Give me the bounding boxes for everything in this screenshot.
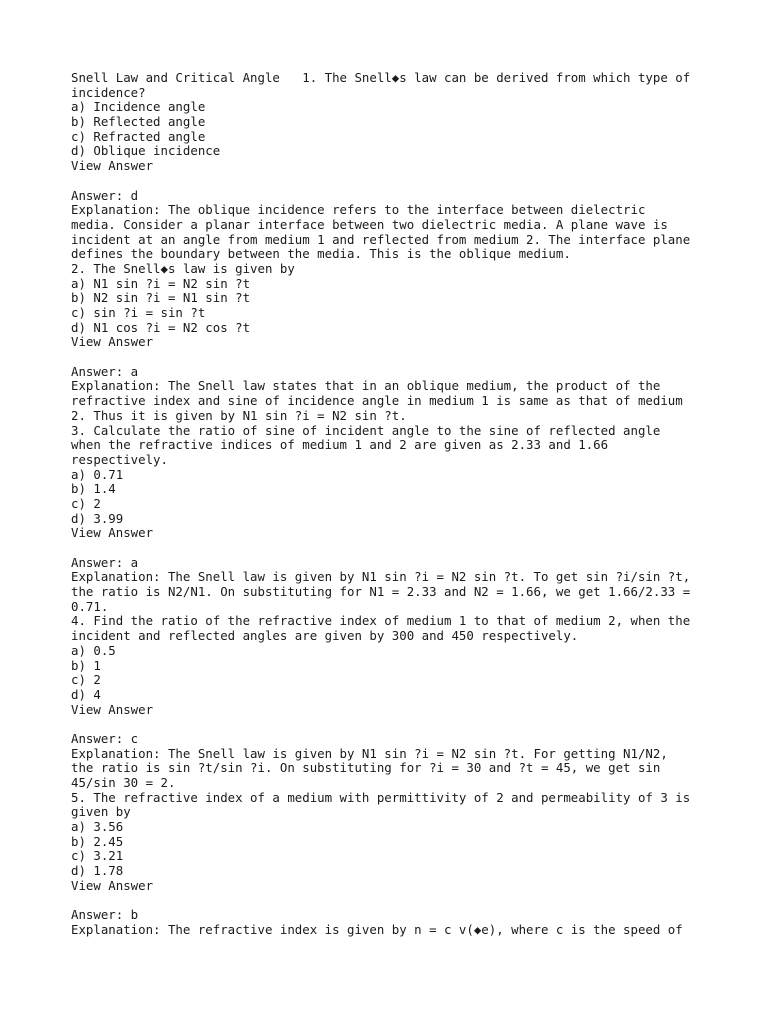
- text-line: b) 1: [71, 657, 101, 673]
- text-line: incident and reflected angles are given by 300 and 450 respectively.: [71, 628, 579, 644]
- text-line: a) 0.71: [71, 466, 124, 482]
- view-answer-link[interactable]: View Answer: [71, 525, 154, 541]
- text-line: Answer: d: [71, 187, 139, 203]
- view-answer-link[interactable]: View Answer: [71, 334, 154, 350]
- document-page: [71, 71, 721, 938]
- text-line: 2. The Snell◆s law is given by: [71, 260, 295, 276]
- text-line: incidence?: [71, 84, 146, 100]
- text-line: b) N2 sin ?i = N1 sin ?t: [71, 290, 251, 306]
- text-line: d) 4: [71, 686, 101, 702]
- text-line: b) 2.45: [71, 833, 124, 849]
- text-line: c) Refracted angle: [71, 128, 206, 144]
- text-line: 4. Find the ratio of the refractive index of medium 1 to that of medium 2, when the: [71, 613, 691, 629]
- text-line: Explanation: The refractive index is given by n = c v(◆e), where c is the speed of: [71, 921, 683, 937]
- view-answer-link[interactable]: View Answer: [71, 877, 154, 893]
- view-answer-link[interactable]: View Answer: [71, 158, 154, 174]
- text-line: Answer: a: [71, 363, 139, 379]
- text-line: respectively.: [71, 451, 168, 467]
- text-line: Answer: a: [71, 554, 139, 570]
- text-line: the ratio is N2/N1. On substituting for N1 = 2.33 and N2 = 1.66, we get 1.66/2.33 =: [71, 584, 691, 600]
- text-line: the ratio is sin ?t/sin ?i. On substituting for ?i = 30 and ?t = 45, we get sin: [71, 760, 661, 776]
- text-line: when the refractive indices of medium 1 and 2 are given as 2.33 and 1.66: [71, 437, 609, 453]
- text-line: 5. The refractive index of a medium with permittivity of 2 and permeability of 3 is: [71, 789, 691, 805]
- text-line: d) N1 cos ?i = N2 cos ?t: [71, 319, 251, 335]
- blank-line: [71, 541, 721, 556]
- text-line: b) 1.4: [71, 481, 116, 497]
- text-line: a) 3.56: [71, 819, 124, 835]
- text-line: Explanation: The Snell law states that in an oblique medium, the product of the: [71, 378, 661, 394]
- text-line: d) 3.99: [71, 510, 124, 526]
- text-line: Snell Law and Critical Angle 1. The Snell◆s law can be derived from which type of: [71, 70, 691, 85]
- blank-line: [71, 717, 721, 732]
- text-line: Explanation: The Snell law is given by N1 sin ?i = N2 sin ?t. For getting N1/N2,: [71, 745, 668, 761]
- text-line: a) N1 sin ?i = N2 sin ?t: [71, 275, 251, 291]
- blank-line: [71, 894, 721, 909]
- text-line: incident at an angle from medium 1 and reflected from medium 2. The interface plane: [71, 231, 691, 247]
- text-line: 45/sin 30 = 2.: [71, 775, 176, 790]
- text-line: defines the boundary between the media. This is the oblique medium.: [71, 246, 571, 262]
- view-answer-link[interactable]: View Answer: [71, 701, 154, 717]
- text-line: given by: [71, 804, 131, 820]
- text-line: 0.71.: [71, 598, 109, 614]
- text-line: media. Consider a planar interface between two dielectric media. A plane wave is: [71, 216, 668, 232]
- text-line: a) 0.5: [71, 642, 116, 658]
- blank-line: [71, 350, 721, 365]
- text-line: c) 2: [71, 495, 101, 511]
- text-line: Explanation: The oblique incidence refers to the interface between dielectric: [71, 202, 646, 218]
- text-line: refractive index and sine of incidence angle in medium 1 is same as that of medium: [71, 393, 683, 409]
- text-line: c) sin ?i = sin ?t: [71, 305, 206, 320]
- text-line: Answer: c: [71, 730, 139, 746]
- text-line: b) Reflected angle: [71, 114, 206, 130]
- blank-line: [71, 174, 721, 189]
- text-line: d) 1.78: [71, 863, 124, 879]
- text-line: c) 3.21: [71, 848, 124, 864]
- text-line: d) Oblique incidence: [71, 143, 221, 159]
- text-line: Explanation: The Snell law is given by N1 sin ?i = N2 sin ?t. To get sin ?i/sin ?t,: [71, 569, 691, 585]
- text-line: c) 2: [71, 672, 101, 688]
- text-line: a) Incidence angle: [71, 99, 206, 115]
- text-line: 2. Thus it is given by N1 sin ?i = N2 sin ?t.: [71, 407, 407, 423]
- text-line: 3. Calculate the ratio of sine of incident angle to the sine of reflected angle: [71, 422, 661, 438]
- text-line: Answer: b: [71, 907, 139, 923]
